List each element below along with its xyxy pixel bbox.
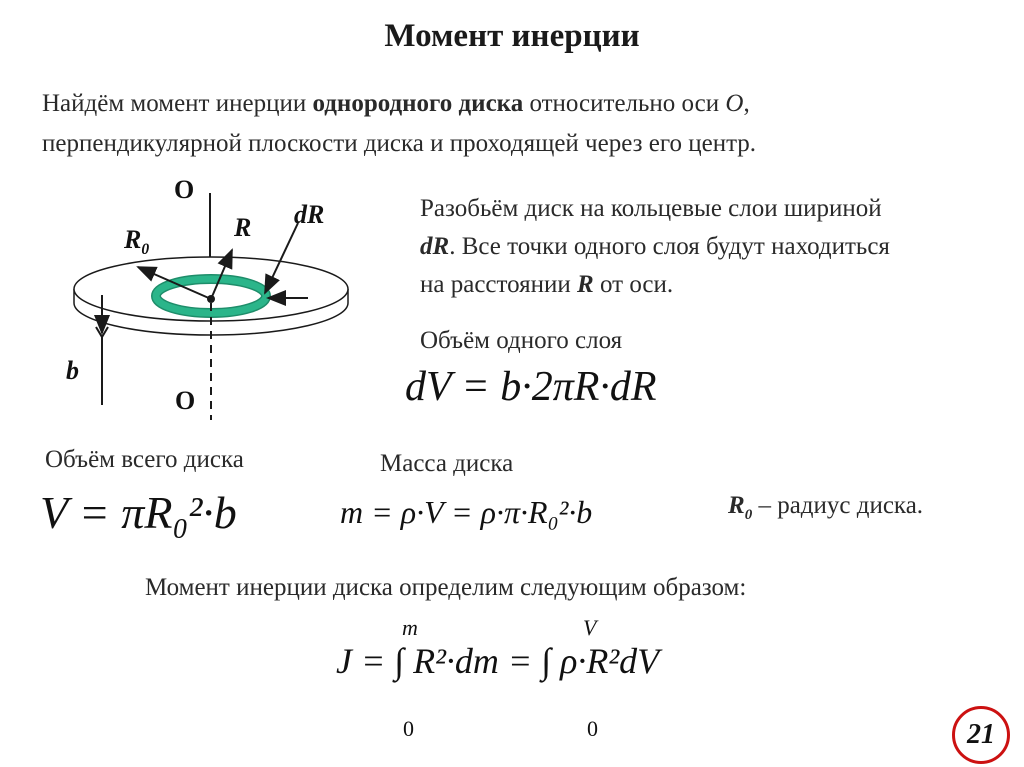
intro-text-2: относительно оси: [523, 90, 726, 117]
radius-note: [728, 492, 923, 524]
radius-symbol: R: [728, 492, 745, 519]
slide-title: Момент инерции: [384, 18, 640, 54]
intro-line-1: [42, 90, 750, 118]
description-line-1: Разобьём диск на кольцевые слои шириной: [420, 195, 882, 222]
integral-1-lower: 0: [403, 716, 414, 741]
intro-line-2: перпендикулярной плоскости диска и проходящей через его центр.: [42, 130, 757, 157]
intro-bold: однородного диска: [312, 90, 524, 117]
label-b: b: [66, 356, 79, 385]
integral-1-upper: m: [402, 615, 418, 640]
integral-2-upper: V: [583, 615, 597, 640]
formula-v: V = πR₀²·b: [40, 487, 237, 538]
description-line-3: [420, 271, 673, 299]
radius-text: – радиус диска.: [752, 492, 924, 519]
layer-volume-label: Объём одного слоя: [420, 327, 623, 354]
inertia-label: Момент инерции диска определим следующим образом:: [145, 574, 747, 601]
label-r: R: [234, 213, 252, 242]
label-r0: [124, 225, 149, 259]
formula-m: m = ρ·V = ρ·π·R₀²·b: [340, 494, 593, 530]
description-text-end: от оси.: [593, 271, 674, 298]
intro-axis: О: [725, 90, 744, 117]
page-number-badge: 21: [952, 706, 1010, 764]
description-rest: . Все точки одного слоя будут находиться: [449, 233, 890, 260]
label-r0-main: R: [124, 225, 142, 254]
formula-j: J = ∫ R²·dm = ∫ ρ·R²dV: [336, 641, 660, 681]
intro-comma: ,: [743, 90, 750, 117]
formula-dv: dV = b·2πR·dR: [405, 364, 657, 410]
label-r0-sub: 0: [141, 241, 150, 259]
disk-volume-label: Объём всего диска: [45, 446, 244, 473]
description-r: R: [577, 271, 594, 298]
description-line-2: [420, 233, 890, 261]
label-dr: dR: [294, 200, 325, 229]
description-text: на расстоянии: [420, 271, 578, 298]
integral-2-lower: 0: [587, 716, 598, 741]
disk-mass-label: Масса диска: [380, 450, 514, 477]
radius-sub: 0: [744, 507, 753, 523]
axis-label-bottom: O: [175, 386, 196, 415]
axis-label-top: O: [174, 175, 195, 204]
description-dr: dR: [420, 233, 450, 260]
intro-text: Найдём момент инерции: [42, 90, 313, 117]
